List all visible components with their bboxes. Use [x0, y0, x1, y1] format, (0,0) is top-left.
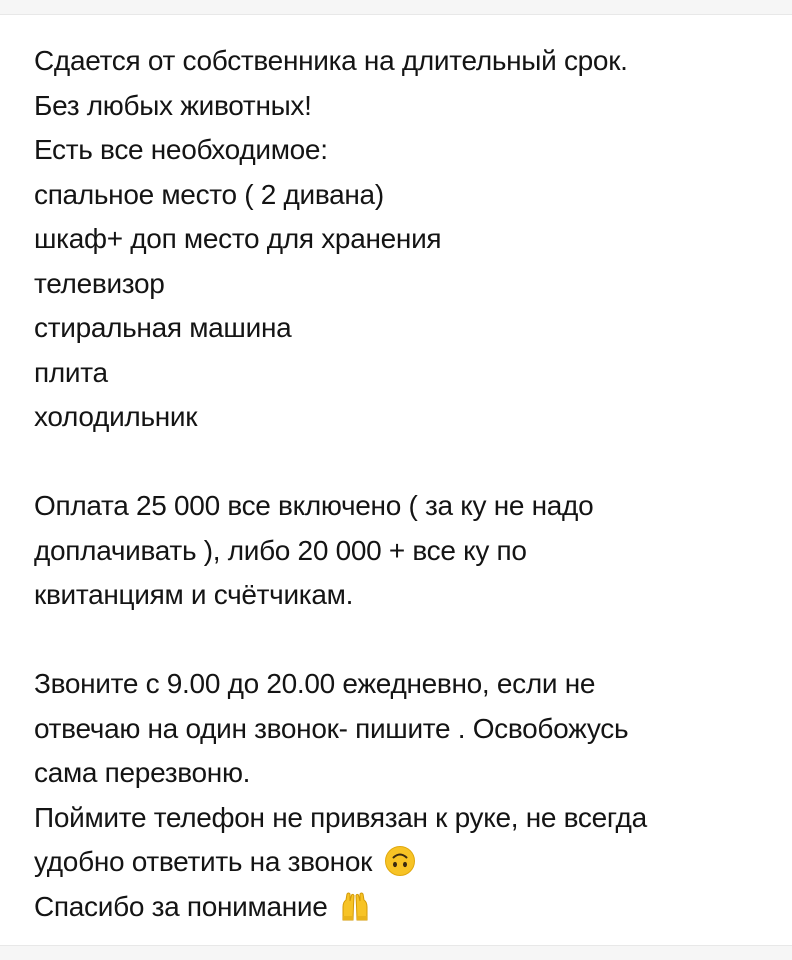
description-line: Поймите телефон не привязан к руке, не всегда — [34, 801, 647, 833]
description-line: квитанциям и счётчикам. — [34, 579, 354, 610]
description-line: шкаф+ доп место для хранения — [34, 223, 442, 254]
description-line: Звоните с 9.00 до 20.00 ежедневно, если не — [34, 668, 596, 699]
description-line: стиральная машина — [34, 312, 292, 343]
upside-down-face-icon — [384, 845, 416, 877]
description-line: холодильник — [34, 401, 198, 432]
description-line: Есть все необходимое: — [34, 134, 328, 165]
paragraph-gap — [34, 440, 774, 485]
description-text: Спасибо за понимание — [34, 890, 328, 922]
description-line: Оплата 25 000 все включено ( за ку не надо — [34, 490, 594, 521]
listing-description — [34, 39, 774, 929]
description-line: сама перезвоню. — [34, 757, 251, 788]
description-line: Без любых животных! — [34, 89, 312, 121]
description-line: телевизор — [34, 267, 165, 299]
raising-hands-icon — [339, 890, 371, 922]
description-line: отвечаю на один звонок- пишите . Освобожусь — [34, 712, 629, 744]
description-text: удобно ответить на звонок — [34, 846, 373, 877]
paragraph-gap — [34, 618, 774, 663]
listing-card — [0, 14, 792, 946]
description-line: плита — [34, 356, 108, 388]
description-line: Сдается от собственника на длительный срок. — [34, 45, 628, 76]
description-line: доплачивать ), либо 20 000 + все ку по — [34, 534, 527, 566]
description-line-with-emoji — [34, 840, 774, 885]
description-line: спальное место ( 2 дивана) — [34, 178, 384, 210]
description-line-with-emoji — [34, 885, 774, 930]
